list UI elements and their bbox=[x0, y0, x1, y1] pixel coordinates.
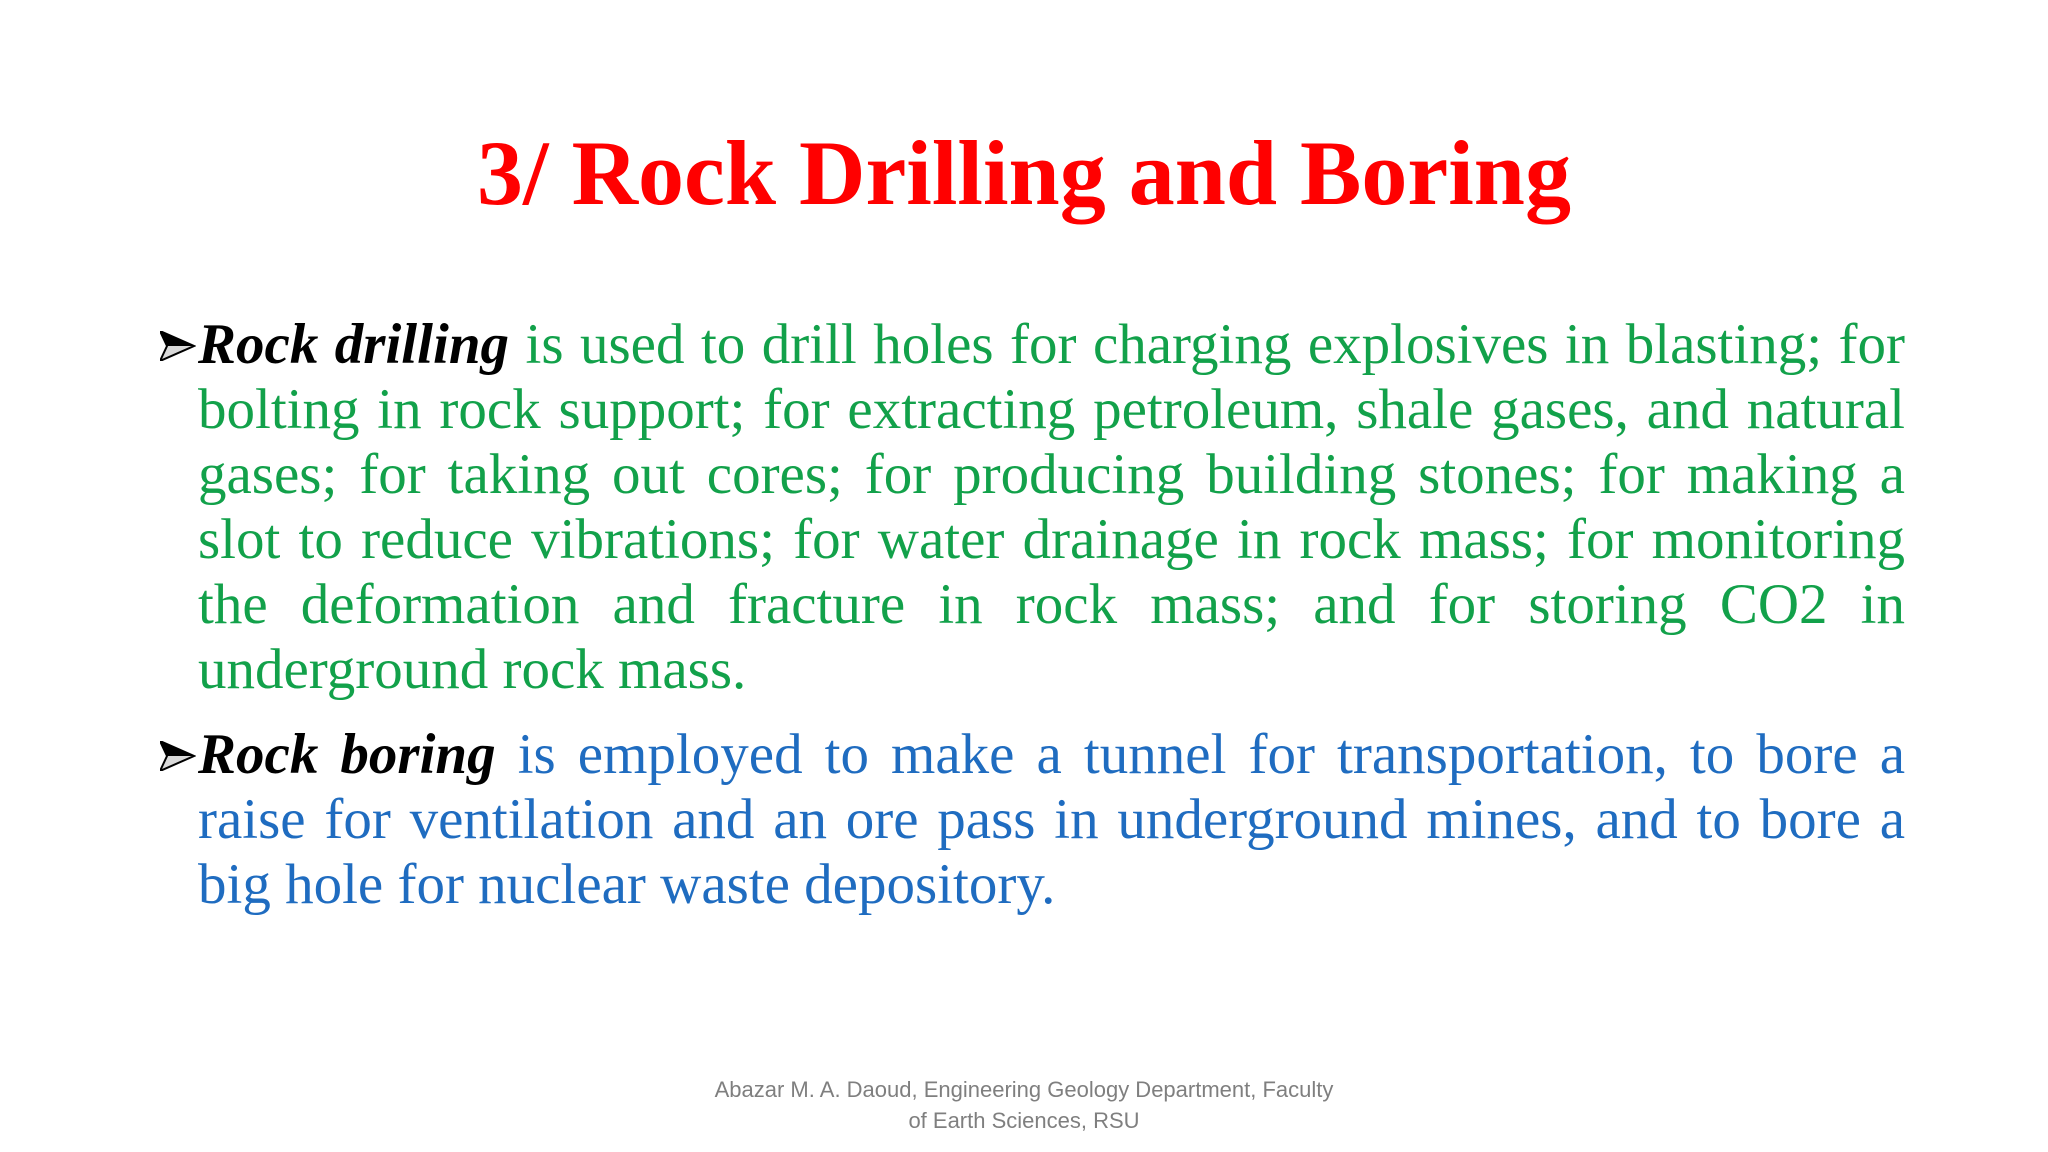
arrow-bullet-icon bbox=[160, 722, 198, 787]
slide-title: 3/ Rock Drilling and Boring bbox=[477, 122, 1571, 224]
footer-line-2: of Earth Sciences, RSU bbox=[908, 1108, 1140, 1133]
bullet-rock-drilling bbox=[160, 312, 1905, 702]
arrow-bullet-icon bbox=[160, 312, 198, 377]
term-rock-boring: Rock boring bbox=[198, 723, 496, 786]
term-rock-drilling: Rock drilling bbox=[198, 313, 510, 376]
bullet-text-boring: is employed to make a tunnel for transportation, to bore a raise for ventilation and an ore pass in underground mines, and to bore a big hole for nuclear waste depository. bbox=[198, 723, 1905, 916]
bullet-rock-boring bbox=[160, 722, 1905, 917]
slide-footer bbox=[0, 1074, 2048, 1136]
bullet-text-drilling: is used to drill holes for charging explosives in blasting; for bolting in rock support; for extracting petroleum, shale gases, and natural gases; for taking out cores; for producing building stones; for making a slot to reduce vibrations; for water drainage in rock mass; for monitoring the deformation and fracture in rock mass; and for storing CO2 in underground rock mass. bbox=[198, 313, 1906, 701]
slide-content bbox=[160, 312, 1905, 937]
footer-line-1: Abazar M. A. Daoud, Engineering Geology Department, Faculty bbox=[714, 1077, 1334, 1102]
